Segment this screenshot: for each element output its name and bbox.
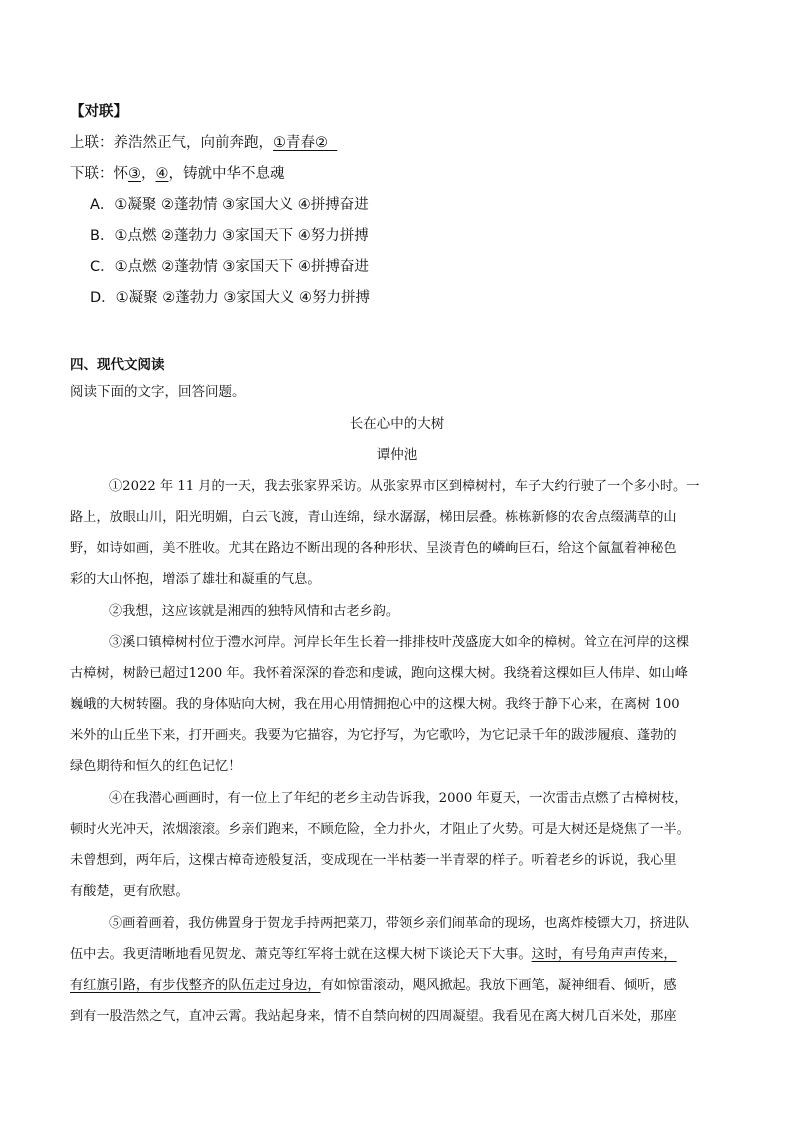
paragraph-line: 路上，放眼山川，阳光明媚，白云飞渡，青山连绵，绿水潺潺，梯田层叠。栋栋新修的农舍点缀满草的山 (70, 510, 677, 525)
article-title: 长在心中的大树 (349, 416, 445, 432)
blank-3: ③ (128, 166, 141, 182)
blank-1: ① (273, 135, 286, 151)
paragraph-line: ③溪口镇樟树村位于澧水河岸。河岸长年生长着一排排枝叶茂盛庞大如伞的樟树。耸立在河岸的这棵 (109, 635, 690, 650)
lower-suffix: ，铸就中华不息魂 (168, 166, 285, 182)
blank-2: ② (315, 135, 328, 151)
paragraph-line: 未曾想到，两年后，这棵古樟奇迹般复活，变成现在一半枯萎一半青翠的样子。听着老乡的诉说，我心里 (70, 853, 677, 868)
section-heading: 四、现代文阅读 (70, 357, 165, 373)
option-d[interactable]: D．①凝聚 ②蓬勃力 ③家国大义 ④努力拼搏 (90, 290, 370, 306)
upper-prefix: 上联：养浩然正气，向前奔跑， (70, 135, 273, 151)
upper-mid: 青春 (286, 135, 315, 151)
paragraph-line: 巍峨的大树转圈。我的身体贴向大树，我在用心用情拥抱心中的这棵大树。我终于静下心来，在离树 100 (70, 697, 680, 712)
couplet-heading: 【对联】 (70, 104, 128, 120)
paragraph-line: ①2022 年 11 月的一天，我去张家界采访。从张家界市区到樟树村，车子大约行驶了一个多小时。一 (109, 479, 700, 494)
paragraph-line: 绿色期待和恒久的红色记忆！ (70, 759, 242, 774)
underlined-sentence: 有红旗引路，有步伐整齐的队伍走过身边， (70, 978, 321, 993)
blank-2-tail (328, 135, 337, 151)
paragraph-line: 有酸楚，更有欣慰。 (70, 884, 189, 899)
paragraph-text: 伍中去。我更清晰地看见贺龙、萧克等红军将士就在这棵大树下谈论天下大事。 (70, 947, 532, 962)
paragraph-line: ⑤画着画着，我仿佛置身于贺龙手持两把菜刀，带领乡亲们闹革命的现场，也离炸棱镖大刀，挤进队 (109, 916, 690, 931)
paragraph-line-mixed (70, 945, 726, 965)
section-instruction: 阅读下面的文字，回答问题。 (70, 384, 246, 400)
paragraph-line: 顿时火光冲天，浓烟滚滚。乡亲们跑来，不顾危险，全力扑火，才阻止了火势。可是大树还是烧焦了一半。 (70, 822, 690, 837)
couplet-lower-line (70, 164, 285, 184)
article-author: 谭仲池 (376, 447, 418, 463)
blank-4: ④ (155, 166, 169, 182)
option-c[interactable]: C．①点燃 ②蓬勃情 ③家国天下 ④拼搏奋进 (90, 259, 369, 275)
paragraph-line: 野，如诗如画，美不胜收。尤其在路边不断出现的各种形状、呈淡青色的嶙峋巨石，给这个氤氲着神秘色 (70, 541, 677, 556)
paragraph-line: 古樟树，树龄已超过1200 年。我怀着深深的眷恋和虔诚，跑向这棵大树。我绕着这棵如巨人伟岸、如山峰 (70, 666, 688, 681)
paragraph-line: 米外的山丘坐下来，打开画夹。我要为它描容，为它抒写，为它歌吟，为它记录千年的跋涉履痕、蓬勃的 (70, 728, 677, 743)
couplet-upper-line (70, 133, 337, 153)
paragraph-line: ④在我潜心画画时，有一位上了年纪的老乡主动告诉我，2000 年夏天，一次雷击点燃了古樟树枝， (109, 791, 688, 806)
lower-sep: ， (141, 166, 156, 182)
lower-prefix: 下联：怀 (70, 166, 128, 182)
paragraph-line-mixed (70, 976, 726, 996)
option-a[interactable]: A．①凝聚 ②蓬勃情 ③家国大义 ④拼搏奋进 (90, 197, 369, 213)
paragraph-text: 有如惊雷滚动，飓风掀起。我放下画笔，凝神细看、倾听，感 (320, 978, 677, 993)
paragraph-line: 到有一股浩然之气，直冲云霄。我站起身来，情不自禁向树的四周凝望。我看见在离大树几百米处，那座 (70, 1009, 677, 1024)
option-b[interactable]: B．①点燃 ②蓬勃力 ③家国天下 ④努力拼搏 (90, 228, 369, 244)
underlined-sentence: 这时，有号角声声传来， (531, 947, 677, 962)
paragraph-line: ②我想，这应该就是湘西的独特风情和古老乡韵。 (109, 604, 400, 619)
paragraph-line: 彩的大山怀抱，增添了雄壮和凝重的气息。 (70, 572, 321, 587)
